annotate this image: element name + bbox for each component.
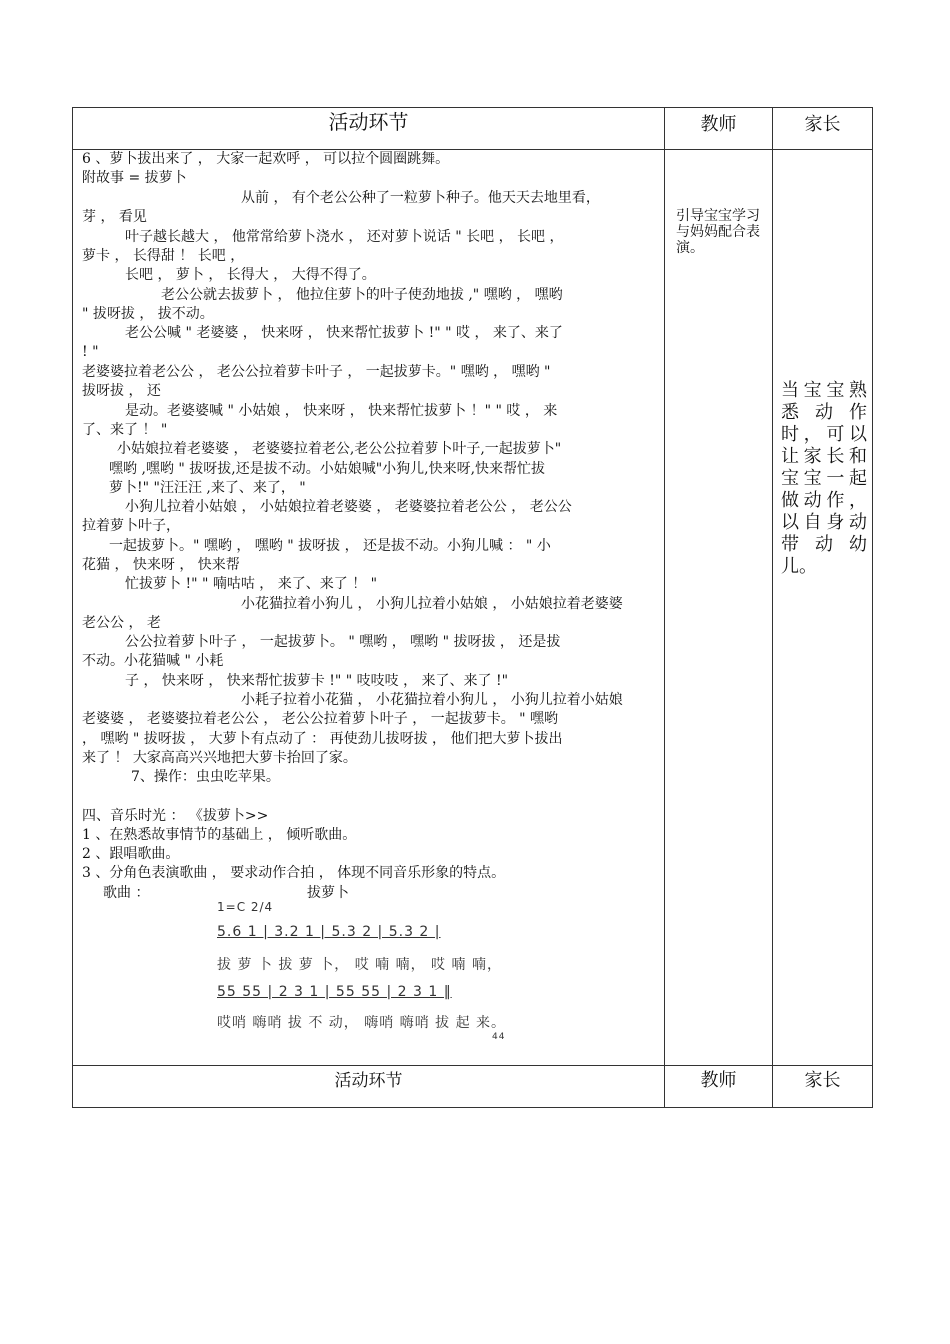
page-mark: 44 (492, 1032, 506, 1042)
text-line: ! " (82, 344, 99, 360)
text-line: 公公拉着萝卜叶子 ， 一起拔萝卜。 " 嘿哟 ， 嘿哟 " 拔呀拔 ， 还是拔 (125, 634, 561, 650)
score-key: 1=C 2/4 (217, 900, 274, 914)
text-line: 7、操作：虫虫吃苹果。 (131, 769, 280, 785)
text-line: 小耗子拉着小花猫 ， 小花猫拉着小狗儿 ， 小狗儿拉着小姑娘 (241, 692, 623, 708)
text-line: 长吧 ， 萝卜 ， 长得大 ， 大得不得了。 (125, 267, 376, 283)
parent-cell (773, 150, 872, 1065)
text-line: 2 、跟唱歌曲。 (82, 846, 180, 862)
text-line: 老公公 ， 老 (82, 615, 161, 631)
text-line: 小花猫拉着小狗儿 ， 小狗儿拉着小姑娘 ， 小姑娘拉着老婆婆 (241, 596, 623, 612)
text-line: 老婆婆 ， 老婆婆拉着老公公 ， 老公公拉着萝卜叶子 ， 一起拔萝卡。 " 嘿哟 (82, 711, 559, 727)
text-line: 老公公就去拔萝卜 ， 他拉住萝卜的叶子使劲地拔 ," 嘿哟 ， 嘿哟 (161, 287, 563, 303)
text-line: 芽 ， 看见 (82, 209, 147, 225)
activity-cell (73, 150, 665, 1065)
text-line: 3 、分角色表演歌曲 ， 要求动作合拍 ， 体现不同音乐形象的特点。 (82, 865, 506, 881)
footer-teacher: 教师 (665, 1066, 773, 1107)
table-header-row (73, 108, 872, 150)
footer-parent: 家长 (804, 1070, 841, 1091)
text-line: 花猫 ， 快来呀 ， 快来帮 (82, 557, 240, 573)
music-score (217, 892, 657, 1042)
section-heading: 四、音乐时光 ： 《拔萝卜>> (82, 808, 269, 824)
text-line: 不动。小花猫喊 " 小耗 (82, 653, 224, 669)
text-line: 叶子越长越大 ， 他常常给萝卜浇水 ， 还对萝卜说话 " 长吧 ， 长吧 ， (125, 229, 564, 245)
text-line: 附故事 = 拔萝卜 (82, 170, 187, 186)
score-lyrics-line: 哎哨 嗨哨 拔 不 动， 嗨哨 嗨哨 拔 起 来。 (217, 1015, 507, 1031)
teacher-cell (665, 150, 773, 1065)
table-footer-row (73, 1066, 872, 1107)
header-teacher: 教师 (665, 108, 773, 149)
teacher-note: 引导宝宝学习与妈妈配合表演。 (676, 208, 760, 256)
text-line: 老公公喊 " 老婆婆 ， 快来呀 ， 快来帮忙拔萝卜 !" " 哎 ， 来了、来了 (125, 325, 563, 341)
lesson-table (72, 107, 873, 1108)
text-line: 子 ， 快来呀 ， 快来帮忙拔萝卡 !" " 吱吱吱 ， 来了、来了 !" (125, 673, 509, 689)
text-line: 是动。老婆婆喊 " 小姑娘 ， 快来呀 ， 快来帮忙拔萝卜 ！" " 哎 ， 来 (125, 403, 558, 419)
text-line: " 拔呀拔 ， 拔不动。 (82, 306, 214, 322)
text-line: 小姑娘拉着老婆婆 ， 老婆婆拉着老公,老公公拉着萝卜叶子,一起拔萝卜" (117, 441, 562, 457)
header-activity: 活动环节 (73, 108, 665, 149)
text-line: 小狗儿拉着小姑娘 ， 小姑娘拉着老婆婆 ， 老婆婆拉着老公公 ， 老公公 (125, 499, 572, 515)
text-line: 拔呀拔 ， 还 (82, 383, 161, 399)
parent-note: 当宝宝熟悉动作时，可以让家长和宝宝一起做动作，以自身动带动幼儿。 (781, 380, 867, 577)
header-parent: 家长 (804, 114, 841, 135)
text-line: 老婆婆拉着老公公 ， 老公公拉着萝卡叶子 ， 一起拔萝卡。" 嘿哟 ， 嘿哟 " (82, 364, 551, 380)
table-body-row (73, 150, 872, 1066)
footer-activity: 活动环节 (73, 1066, 665, 1107)
text-line: 一起拔萝卜。" 嘿哟 ， 嘿哟 " 拔呀拔 ， 还是拔不动。小狗儿喊 ： " 小 (109, 538, 551, 554)
text-line: 嘿哟 ,嘿哟 " 拔呀拔,还是拔不动。小姑娘喊"小狗儿,快来呀,快来帮忙拔 (109, 461, 546, 477)
text-line: 了、来了 ！ " (82, 422, 168, 438)
score-notes-line: 55 55 | 2 3 1 | 55 55 | 2 3 1 ‖ (217, 984, 452, 1000)
text-line: 忙拔萝卜 !" " 喃咕咕 ， 来了、来了 ！ " (125, 576, 378, 592)
text-line: 来了 ！ 大家高高兴兴地把大萝卡抬回了家。 (82, 750, 357, 766)
text-line: ， 嘿哟 " 拔呀拔 ， 大萝卜有点动了 ： 再使劲儿拔呀拔 ， 他们把大萝卜拔出 (82, 731, 563, 747)
text-line: 1 、在熟悉故事情节的基础上 ， 倾听歌曲。 (82, 827, 357, 843)
score-notes-line: 5.6 1 | 3.2 1 | 5.3 2 | 5.3 2 | (217, 924, 441, 940)
song-title: 拔萝卜 (307, 885, 349, 901)
text-line: 拉着萝卜叶子， (82, 518, 180, 534)
text-line: 萝卡 ， 长得甜 ！ 长吧 ， (82, 248, 245, 264)
song-label: 歌曲 ： (103, 885, 150, 901)
text-line: 萝卜!" "汪汪汪 ,来了、来了， " (109, 480, 306, 496)
text-line: 6 、萝卜拔出来了 ， 大家一起欢呼 ， 可以拉个圆圈跳舞。 (82, 151, 450, 167)
text-line: 从前 ， 有个老公公种了一粒萝卜种子。他天天去地里看， (241, 190, 600, 206)
score-lyrics-line: 拔 萝 卜 拔 萝 卜， 哎 喃 喃， 哎 喃 喃， (217, 957, 502, 973)
